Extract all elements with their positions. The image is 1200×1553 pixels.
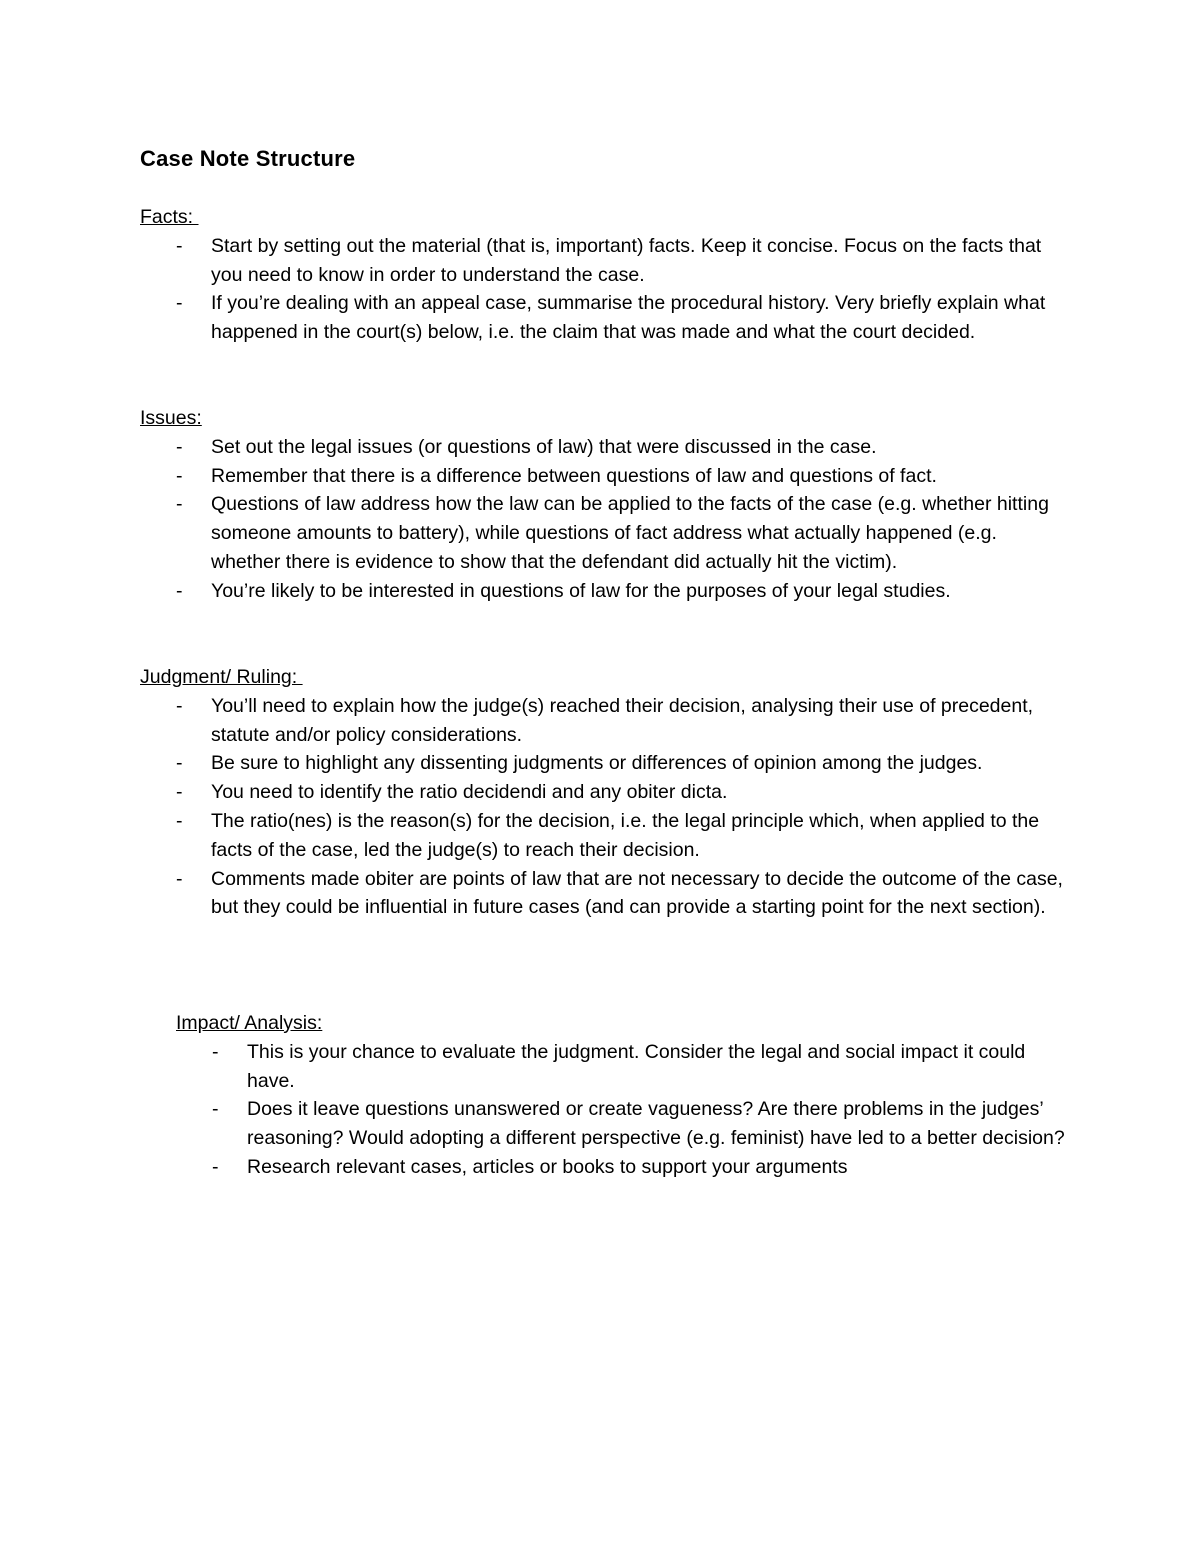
list-item-text: If you’re dealing with an appeal case, summarise the procedural history. Very briefly explain what happened in the court(s) below, i.e. the claim that was made and what the court decided. xyxy=(211,292,1046,344)
list-item-text: Questions of law address how the law can be applied to the facts of the case (e.g. whether hitting someone amounts to battery), while questions of fact address what actually happened (e.g. whether there is evidence to show that the defendant did actually hit the victim). xyxy=(211,493,1049,573)
dash-bullet: - xyxy=(176,694,183,717)
dash-bullet: - xyxy=(212,1040,219,1063)
bullet-list xyxy=(176,1038,1066,1182)
dash-bullet: - xyxy=(176,579,183,602)
list-item xyxy=(140,232,1070,290)
dash-bullet: - xyxy=(176,292,183,315)
list-item-text: Set out the legal issues (or questions of law) that were discussed in the case. xyxy=(211,435,877,458)
list-item xyxy=(140,692,1070,750)
dash-bullet: - xyxy=(176,234,183,257)
list-item xyxy=(176,1038,1066,1096)
list-item xyxy=(176,1095,1066,1153)
section-heading: Issues: xyxy=(140,407,202,429)
page-title: Case Note Structure xyxy=(140,146,356,171)
list-item xyxy=(140,577,1070,606)
dash-bullet: - xyxy=(176,464,183,487)
list-item-text: You’re likely to be interested in questions of law for the purposes of your legal studies. xyxy=(211,579,951,602)
section-facts xyxy=(140,203,1070,347)
dash-bullet: - xyxy=(176,435,183,458)
dash-bullet: - xyxy=(176,867,183,890)
list-item xyxy=(140,462,1070,491)
list-item xyxy=(140,778,1070,807)
dash-bullet: - xyxy=(176,493,183,516)
dash-bullet: - xyxy=(212,1155,219,1178)
section-heading: Judgment/ Ruling: xyxy=(140,666,303,688)
list-item xyxy=(140,807,1070,865)
list-item-text: Does it leave questions unanswered or create vagueness? Are there problems in the judges’ reasoning? Would adopting a different perspective (e.g. feminist) have led to a better decision? xyxy=(247,1098,1065,1150)
list-item-text: Research relevant cases, articles or books to support your arguments xyxy=(247,1155,848,1178)
dash-bullet: - xyxy=(176,781,183,804)
list-item-text: Comments made obiter are points of law that are not necessary to decide the outcome of the case, but they could be influential in future cases (and can provide a starting point for the next section). xyxy=(211,867,1063,919)
list-item-text: Be sure to highlight any dissenting judgments or differences of opinion among the judges. xyxy=(211,752,983,775)
section-judgment xyxy=(140,663,1070,922)
list-item xyxy=(140,289,1070,347)
dash-bullet: - xyxy=(176,752,183,775)
list-item-text: You’ll need to explain how the judge(s) reached their decision, analysing their use of precedent, statute and/or policy considerations. xyxy=(211,694,1034,746)
dash-bullet: - xyxy=(212,1098,219,1121)
bullet-list xyxy=(140,692,1070,922)
list-item-text: You need to identify the ratio decidendi and any obiter dicta. xyxy=(211,781,728,804)
section-issues xyxy=(140,404,1070,606)
list-item xyxy=(140,749,1070,778)
bullet-list xyxy=(140,232,1070,347)
list-item xyxy=(140,865,1070,923)
list-item-text: The ratio(nes) is the reason(s) for the decision, i.e. the legal principle which, when applied to the facts of the case, led the judge(s) to reach their decision. xyxy=(211,809,1040,861)
list-item xyxy=(140,433,1070,462)
list-item-text: Start by setting out the material (that is, important) facts. Keep it concise. Focus on the facts that you need to know in order to understand the case. xyxy=(211,234,1042,286)
section-heading: Impact/ Analysis: xyxy=(176,1012,323,1034)
bullet-list xyxy=(140,433,1070,606)
dash-bullet: - xyxy=(176,809,183,832)
list-item xyxy=(176,1153,1066,1182)
section-heading: Facts: xyxy=(140,206,199,228)
list-item-text: Remember that there is a difference between questions of law and questions of fact. xyxy=(211,464,937,487)
section-impact xyxy=(176,1009,1066,1182)
list-item xyxy=(140,490,1070,576)
list-item-text: This is your chance to evaluate the judgment. Consider the legal and social impact it could have. xyxy=(247,1040,1026,1092)
